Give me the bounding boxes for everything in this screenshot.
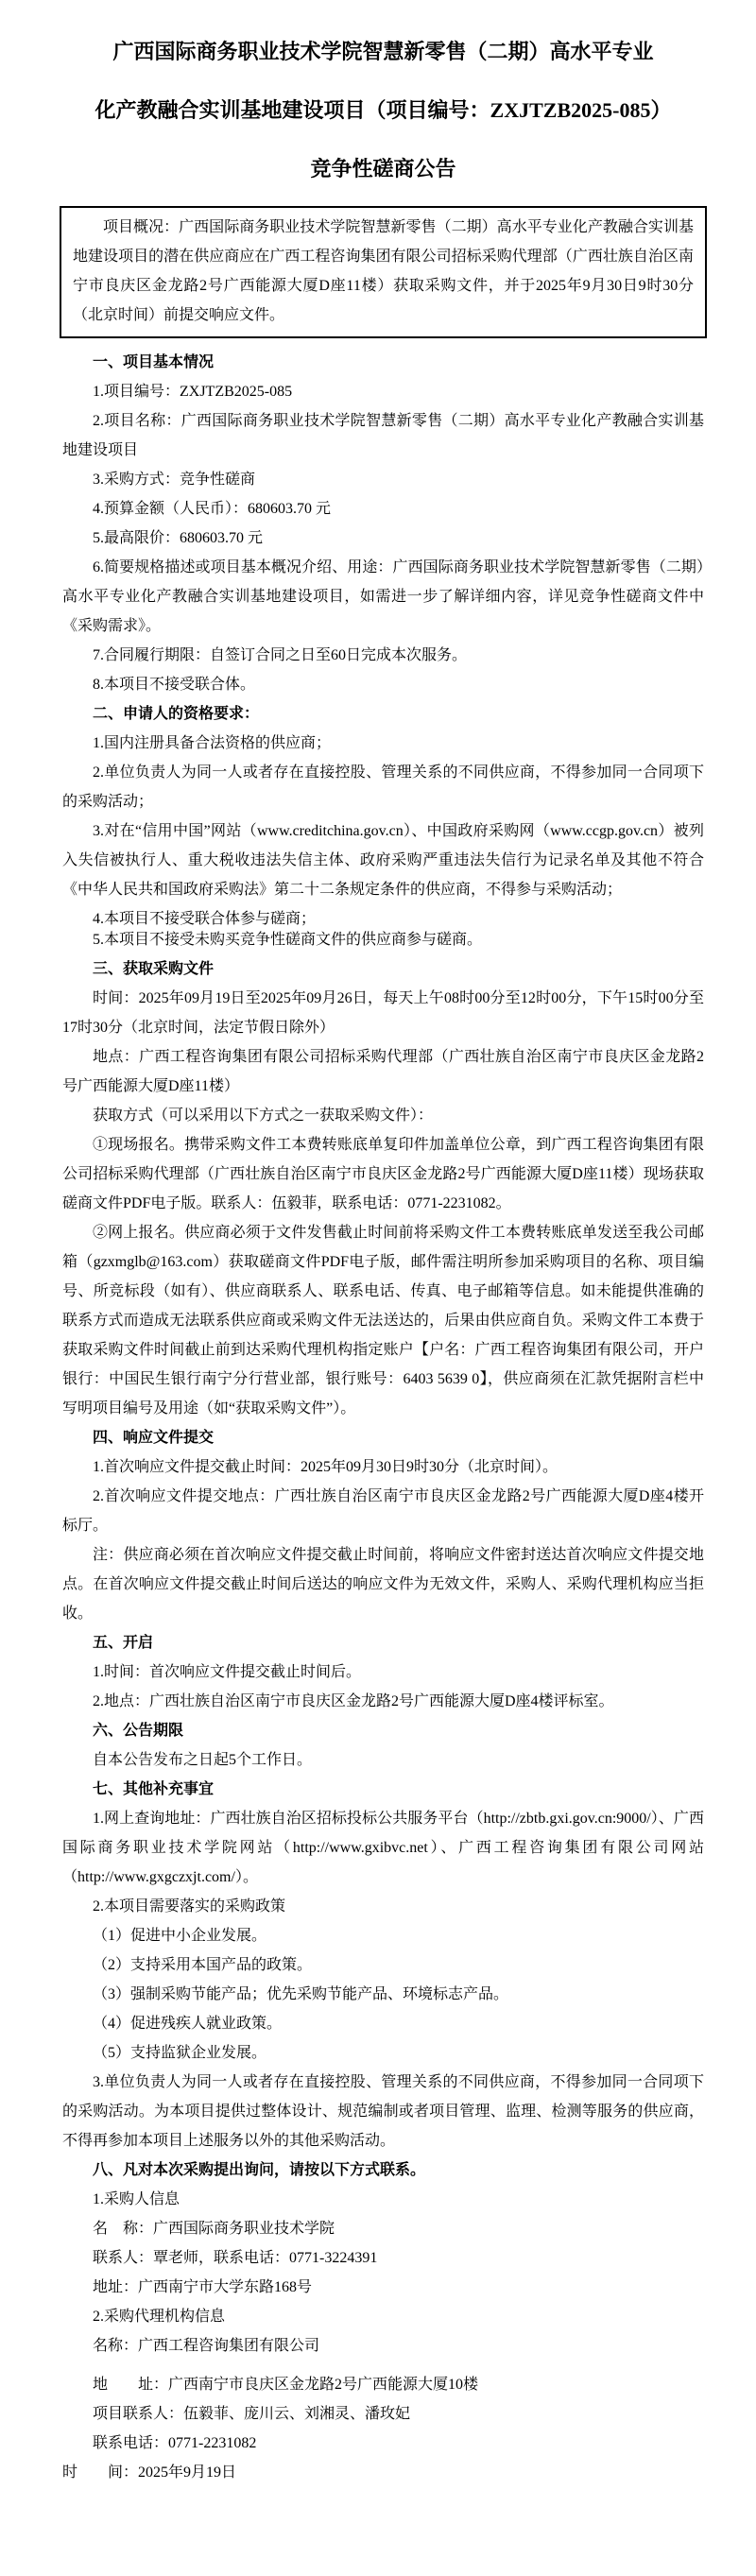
paragraph: ②网上报名。供应商必须于文件发售截止时间前将采购文件工本费转账底单发送至我公司邮箱（gzxmglb@163.com）获取磋商文件PDF电子版，邮件需注明所参加采购项目的名称、项目编号、所竞标段（如有）、供应商联系人、联系电话、传真、电子邮箱等信息。如未能提供准确的联系方式而造成无法联系供应商或采购文件无法送达的，后果由供应商自负。采购文件工本费于获取采购文件时间截止前到达采购代理机构指定账户【户名：广西工程咨询集团有限公司，开户银行：中国民生银行南宁分行营业部，银行账号：6403 5639 0】，供应商须在汇款凭据附言栏中写明项目编号及用途（如“获取采购文件”）。: [62, 1225, 704, 1417]
paragraph: 5.本项目不接受未购买竞争性磋商文件的供应商参与磋商。: [93, 932, 483, 948]
paragraph: 6.简要规格描述或项目基本概况介绍、用途：广西国际商务职业技术学院智慧新零售（二期）高水平专业化产教融合实训基地建设项目，如需进一步了解详细内容，详见竞争性磋商文件中《采购需求》。: [62, 559, 704, 634]
paragraph: 项目联系人：伍毅菲、庞川云、刘湘灵、潘玫妃: [93, 2406, 411, 2422]
paragraph: （3）强制采购节能产品；优先采购节能产品、环境标志产品。: [93, 1986, 509, 2002]
paragraph: 名称：广西工程咨询集团有限公司: [93, 2338, 320, 2354]
paragraph: 3.采购方式：竞争性磋商: [93, 472, 256, 488]
paragraph: 获取方式（可以采用以下方式之一获取采购文件）：: [93, 1108, 434, 1124]
paragraph: 1.国内注册具备合法资格的供应商；: [93, 735, 332, 751]
paragraph: 1.网上查询地址：广西壮族自治区招标投标公共服务平台（http://zbtb.gxi.gov.cn:9000/）、广西国际商务职业技术学院网站（http://www.gxibvc.net）、广西工程咨询集团有限公司网站（http://www.gxgczxjt.com/）。: [62, 1811, 704, 1885]
paragraph: 时 间：2025年9月19日: [62, 2464, 237, 2481]
paragraph: 3.对在“信用中国”网站（www.creditchina.gov.cn）、中国政府采购网（www.ccgp.gov.cn）被列入失信被执行人、重大税收违法失信主体、政府采购严重违法失信行为记录名单及其他不符合《中华人民共和国政府采购法》第二十二条规定条件的供应商，不得参与采购活动；: [62, 823, 704, 898]
section-heading: 七、其他补充事宜: [93, 1781, 215, 1797]
paragraph: 4.本项目不接受联合体参与磋商；: [93, 911, 317, 927]
title-line-1: 广西国际商务职业技术学院智慧新零售（二期）高水平专业: [112, 40, 654, 63]
document-body: [62, 348, 704, 2487]
paragraph: （5）支持监狱企业发展。: [93, 2045, 267, 2061]
paragraph: 8.本项目不接受联合体。: [93, 677, 256, 693]
section-heading: 一、项目基本情况: [93, 354, 215, 370]
project-overview-box: [60, 206, 707, 338]
paragraph: ①现场报名。携带采购文件工本费转账底单复印件加盖单位公章，到广西工程咨询集团有限公司招标采购代理部（广西壮族自治区南宁市良庆区金龙路2号广西能源大厦D座11楼）现场获取磋商文件PDF电子版。联系人：伍毅菲，联系电话：0771-2231082。: [62, 1137, 704, 1211]
section-heading: 三、获取采购文件: [93, 961, 215, 977]
paragraph: 2.地点：广西壮族自治区南宁市良庆区金龙路2号广西能源大厦D座4楼评标室。: [93, 1693, 614, 1709]
paragraph: 2.采购代理机构信息: [93, 2309, 226, 2325]
paragraph: 4.预算金额（人民币）：680603.70 元: [93, 501, 332, 517]
section-heading: 六、公告期限: [93, 1723, 184, 1739]
paragraph: 名 称：广西国际商务职业技术学院: [93, 2221, 335, 2237]
document-title: [62, 23, 704, 198]
section-heading: 二、申请人的资格要求：: [93, 706, 260, 722]
paragraph: 时间：2025年09月19日至2025年09月26日，每天上午08时00分至12时00分，下午15时00分至17时30分（北京时间，法定节假日除外）: [62, 990, 704, 1036]
paragraph: （2）支持采用本国产品的政策。: [93, 1957, 313, 1973]
paragraph: （4）促进残疾人就业政策。: [93, 2016, 283, 2032]
paragraph: 2.项目名称：广西国际商务职业技术学院智慧新零售（二期）高水平专业化产教融合实训基地建设项目: [62, 413, 704, 458]
paragraph: 1.采购人信息: [93, 2191, 180, 2207]
paragraph: 注：供应商必须在首次响应文件提交截止时间前，将响应文件密封送达首次响应文件提交地点。在首次响应文件提交截止时间后送达的响应文件为无效文件，采购人、采购代理机构应当拒收。: [62, 1547, 704, 1622]
paragraph: 2.首次响应文件提交地点：广西壮族自治区南宁市良庆区金龙路2号广西能源大厦D座4楼开标厅。: [62, 1488, 704, 1534]
paragraph: 1.项目编号：ZXJTZB2025-085: [93, 384, 293, 400]
paragraph: 1.首次响应文件提交截止时间：2025年09月30日9时30分（北京时间）。: [93, 1459, 558, 1475]
paragraph: 自本公告发布之日起5个工作日。: [93, 1752, 313, 1768]
title-line-2: 化产教融合实训基地建设项目（项目编号：ZXJTZB2025-085）: [94, 98, 672, 122]
paragraph: 地点：广西工程咨询集团有限公司招标采购代理部（广西壮族自治区南宁市良庆区金龙路2号广西能源大厦D座11楼）: [62, 1049, 704, 1094]
paragraph: 3.单位负责人为同一人或者存在直接控股、管理关系的不同供应商，不得参加同一合同项下的采购活动。为本项目提供过整体设计、规范编制或者项目管理、监理、检测等服务的供应商，不得再参加本项目上述服务以外的其他采购活动。: [62, 2074, 704, 2149]
section-heading: 八、凡对本次采购提出询问，请按以下方式联系。: [93, 2162, 426, 2178]
paragraph: 联系人：覃老师，联系电话：0771-3224391: [93, 2250, 378, 2266]
paragraph: （1）促进中小企业发展。: [93, 1928, 267, 1944]
paragraph: 2.单位负责人为同一人或者存在直接控股、管理关系的不同供应商，不得参加同一合同项下的采购活动；: [62, 764, 704, 810]
section-heading: 四、响应文件提交: [93, 1430, 215, 1446]
paragraph: 地 址：广西南宁市良庆区金龙路2号广西能源大厦10楼: [93, 2377, 479, 2393]
paragraph: 地址：广西南宁市大学东路168号: [93, 2279, 313, 2295]
paragraph: 2.本项目需要落实的采购政策: [93, 1898, 286, 1915]
project-overview-text: 项目概况：广西国际商务职业技术学院智慧新零售（二期）高水平专业化产教融合实训基地建设项目的潜在供应商应在广西工程咨询集团有限公司招标采购代理部（广西壮族自治区南宁市良庆区金龙路2号广西能源大厦D座11楼）获取采购文件，并于2025年9月30日9时30分（北京时间）前提交响应文件。: [73, 219, 694, 323]
section-heading: 五、开启: [93, 1635, 154, 1651]
paragraph: 7.合同履行期限：自签订合同之日至60日完成本次服务。: [93, 647, 468, 663]
title-line-3: 竞争性磋商公告: [310, 157, 456, 180]
paragraph: 1.时间：首次响应文件提交截止时间后。: [93, 1664, 362, 1680]
paragraph: 5.最高限价：680603.70 元: [93, 530, 264, 546]
paragraph: 联系电话：0771-2231082: [93, 2435, 257, 2451]
